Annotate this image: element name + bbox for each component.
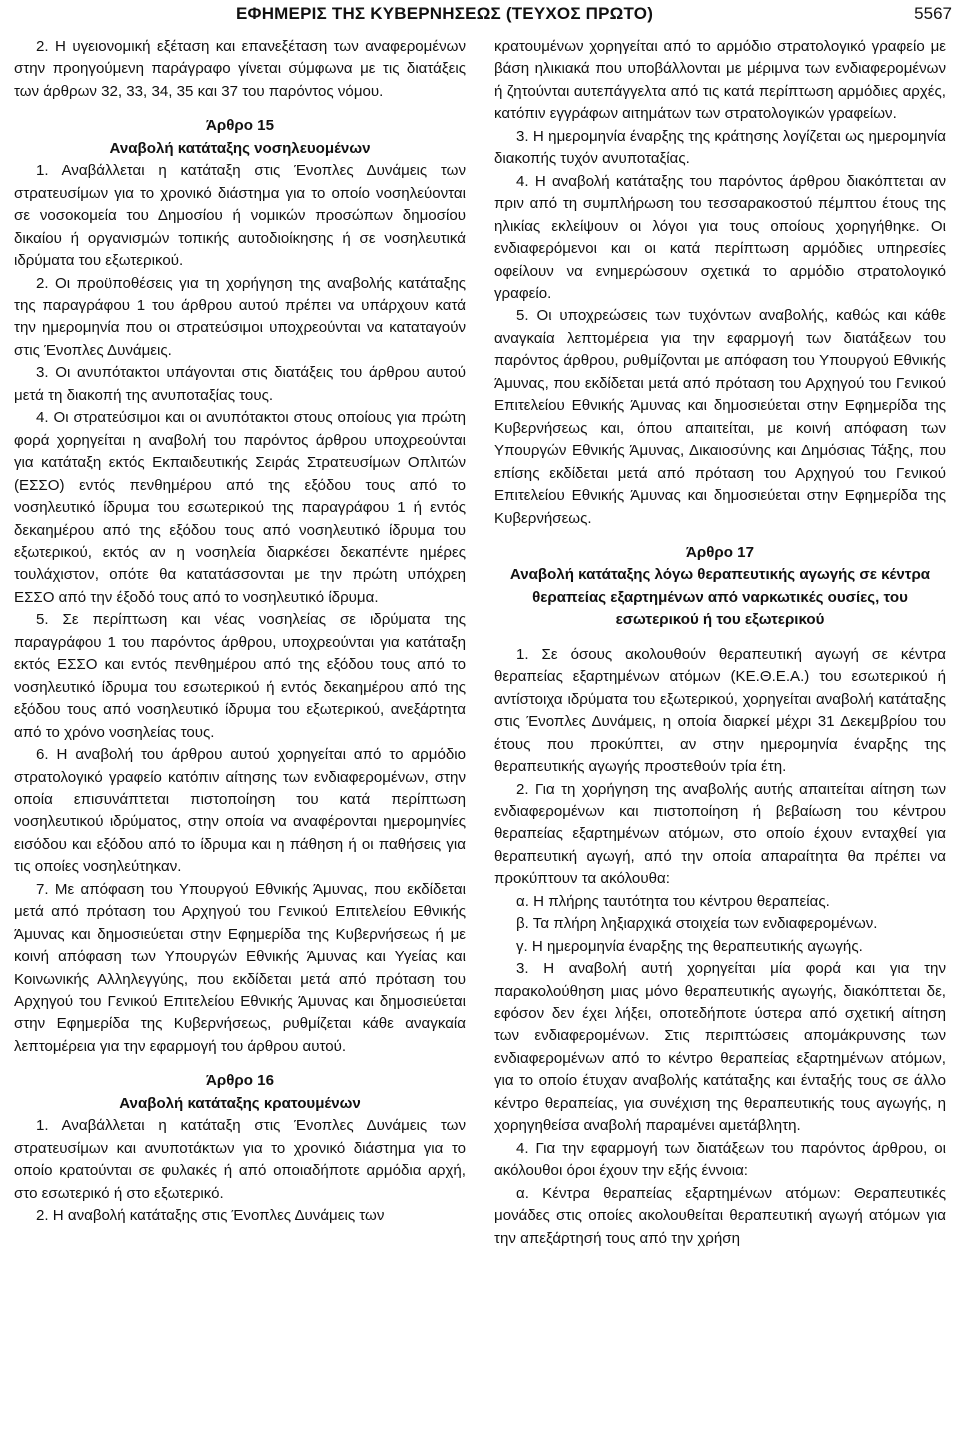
paragraph: 7. Με απόφαση του Υπουργού Εθνικής Άμυνας, που εκδίδεται μετά από πρόταση του Αρχηγού του Γενικού Επιτελείου Εθνικής Άμυνας και δημοσιεύεται στην Εφημερίδα της Κυβερνήσεως ή με κοινή απόφαση των Υπουργών Εθνικής Άμυνας και Υγείας και Κοινωνικής Αλληλεγγύης, που εκδίδεται μετά από πρόταση του Αρχηγού του Γενικού Επιτελείου Εθνικής Άμυνας και δημοσιεύεται στην Εφημερίδα της Κυβερνήσεως, ρυθμίζεται κάθε αναγκαία λεπτομέρεια για την εφαρμογή του άρθρου αυτού. xyxy=(14,880,466,1055)
page-number: 5567 xyxy=(914,4,952,23)
paragraph: 4. Οι στρατεύσιμοι και οι ανυπότακτοι στους οποίους για πρώτη φορά χορηγείται η αναβολή του παρόντος άρθρου υποχρεούνται για κατάταξη εκτός Εκπαιδευτικής Σειράς Στρατευσίμων Οπλιτών (ΕΣΣΟ) εντός πενθημέρου από της εξόδου τους από το νοσηλευτικό ίδρυμα του εσωτερικού της παραγράφου 1 ή εντός δεκαημέρου από της εξόδου τους από νοσηλευτικό ίδρυμα του εξωτερικού, εκτός αν η νοσηλεία διαρκέσει δεκαπέντε ημέρες τουλάχιστον, οπότε θα κατατάσσονται με την πρώτη υπόχρεη ΕΣΣΟ από την έξοδό τους από το νοσηλευτικό ίδρυμα. xyxy=(14,409,466,606)
article-17-title: Αναβολή κατάταξης λόγω θεραπευτικής αγωγής σε κέντρα θεραπείας εξαρτημένων από ναρκωτικές ουσίες, του εσωτερικού ή του εξωτερικού xyxy=(509,566,931,629)
paragraph: 1. Αναβάλλεται η κατάταξη στις Ένοπλες Δυνάμεις των στρατευσίμων για το χρονικό διάστημα για το οποίο νοσηλεύονται σε νοσοκομεία του Δημοσίου ή νομικών προσώπων δημοσίου δικαίου ή οργανισμών τοπικής αυτοδιοίκησης ή σε νοσηλευτικά ιδρύματα του εξωτερικού. xyxy=(14,162,466,270)
left-column xyxy=(14,36,466,1228)
article-16-title: Αναβολή κατάταξης κρατουμένων xyxy=(119,1094,361,1112)
list-item: α. Η πλήρης ταυτότητα του κέντρου θεραπείας. xyxy=(516,892,830,910)
article-17-number: Άρθρο 17 xyxy=(686,543,754,561)
article-16-number: Άρθρο 16 xyxy=(206,1072,274,1090)
paragraph: 1. Αναβάλλεται η κατάταξη στις Ένοπλες Δυνάμεις των στρατευσίμων και ανυποτάκτων για το χρονικό διάστημα για το οποίο κρατούνται σε φυλακές ή από οποιαδήποτε αρμόδια αρχή, στο εσωτερικό ή στο εξωτερικό. xyxy=(14,1117,466,1202)
paragraph: 2. Για τη χορήγηση της αναβολής αυτής απαιτείται αίτηση των ενδιαφερομένων και πιστοποίηση ή βεβαίωση του κέντρου θεραπείας εξαρτημένων ατόμων, στο οποίο έχουν ενταχθεί για θεραπευτική αγωγή, από την οποία απαραίτητα θα πρέπει να προκύπτουν τα ακόλουθα: xyxy=(494,780,946,888)
paragraph: 4. Για την εφαρμογή των διατάξεων του παρόντος άρθρου, οι ακόλουθοι όροι έχουν την εξής έννοια: xyxy=(494,1139,946,1180)
article-15-title: Αναβολή κατάταξης νοσηλευομένων xyxy=(109,139,371,157)
article-15-number: Άρθρο 15 xyxy=(206,117,274,135)
list-item: γ. Η ημερομηνία έναρξης της θεραπευτικής αγωγής. xyxy=(516,937,863,955)
paragraph: 2. Η υγειονομική εξέταση και επανεξέταση των αναφερομένων στην προηγούμενη παράγραφο γίνεται σύμφωνα με τις διατάξεις των άρθρων 32, 33, 34, 35 και 37 του παρόντος νόμου. xyxy=(14,38,466,100)
page-header xyxy=(0,4,960,28)
paragraph: κρατουμένων χορηγείται από το αρμόδιο στρατολογικό γραφείο με βάση ηλικιακά που υποβάλλονται με μέριμνα των ενδιαφερομένων ή ζητούνται αυτεπάγγελτα από τις κατά περίπτωση αρμόδιες αρχές, κατόπιν εγγράφων αιτημάτων των στρατολογικών γραφείων. xyxy=(494,38,946,123)
gazette-title: ΕΦΗΜΕΡΙΣ ΤΗΣ ΚΥΒΕΡΝΗΣΕΩΣ (ΤΕΥΧΟΣ ΠΡΩΤΟ) xyxy=(236,4,654,23)
paragraph: 2. Η αναβολή κατάταξης στις Ένοπλες Δυνάμεις των xyxy=(36,1207,385,1225)
paragraph: 1. Σε όσους ακολουθούν θεραπευτική αγωγή σε κέντρα θεραπείας εξαρτημένων ατόμων (ΚΕ.Θ.Ε.Α.) του εσωτερικού ή αντίστοιχα ιδρύματα του εξωτερικού, χορηγείται αναβολή κατάταξης στις Ένοπλες Δυνάμεις, η οποία διαρκεί μέχρι 31 Δεκεμβρίου του έτους που προκύπτει, αν στην ημερομηνία έναρξης της θεραπευτικής αγωγής προστεθούν τρία έτη. xyxy=(494,645,946,776)
paragraph: 3. Η αναβολή αυτή χορηγείται μία φορά και για την παρακολούθηση μιας μόνο θεραπευτικής αγωγής, διακόπτεται δε, εφόσον δεν έχει λήξει, οποτεδήποτε ύστερα από σχετική αίτηση των ενδιαφερομένων. Στις περιπτώσεις απομάκρυνσης των ενδιαφερομένων από το κέντρο θεραπείας εξαρτημένων ατόμων, για το οποίο έτυχαν αναβολής κατάταξης και ένταξής τους σε άλλο κέντρο θεραπείας, για συνέχιση της θεραπευτικής τους αγωγής, η χορηγηθείσα αναβολή παραμένει αμετάβλητη. xyxy=(494,960,946,1135)
paragraph: 3. Η ημερομηνία έναρξης της κράτησης λογίζεται ως ημερομηνία διακοπής τυχόν ανυποταξίας. xyxy=(494,127,946,168)
paragraph: 3. Οι ανυπότακτοι υπάγονται στις διατάξεις του άρθρου αυτού μετά τη διακοπή της ανυποταξίας τους. xyxy=(14,364,466,404)
paragraph: 2. Οι προϋποθέσεις για τη χορήγηση της αναβολής κατάταξης της παραγράφου 1 του άρθρου αυτού πρέπει να υπάρχουν κατά την ημερομηνία που οι στρατεύσιμοι υποχρεούνται να καταταγούν στις Ένοπλες Δυνάμεις. xyxy=(14,274,466,359)
right-column xyxy=(494,36,946,1250)
paragraph: 6. Η αναβολή του άρθρου αυτού χορηγείται από το αρμόδιο στρατολογικό γραφείο κατόπιν αίτησης των ενδιαφερομένων, στην οποία επισυνάπτεται πιστοποίηση του κατά περίπτωση νοσηλευτικού ιδρύματος, στην οποία να αναφέρονται ημερομηνίες εισόδου και εξόδου από το ίδρυμα και η πάθηση ή οι παθήσεις για τις οποίες νοσηλεύτηκαν. xyxy=(14,746,466,876)
paragraph: 5. Σε περίπτωση και νέας νοσηλείας σε ιδρύματα της παραγράφου 1 του παρόντος άρθρου, υποχρεούνται για κατάταξη εκτός ΕΣΣΟ και εντός πενθημέρου από της εξόδου τους από το νοσηλευτικό ίδρυμα του εσωτερικού ή εντός δεκαημέρου από της εξόδου τους από νοσηλευτικό ίδρυμα του εξωτερικού, ανεξάρτητα από το χρόνο νοσηλείας τους. xyxy=(14,611,466,741)
paragraph: 4. Η αναβολή κατάταξης του παρόντος άρθρου διακόπτεται αν πριν από τη συμπλήρωση του τεσσαρακοστού πέμπτου έτους της ηλικίας εκλείψουν οι λόγοι για τους οποίους χορηγήθηκε. Οι ενδιαφερόμενοι και οι κατά περίπτωση αρμόδιες υπηρεσίες οφείλουν να ενημερώσουν σχετικά το αρμόδιο στρατολογικό γραφείο. xyxy=(494,172,946,302)
list-item: α. Κέντρα θεραπείας εξαρτημένων ατόμων: Θεραπευτικές μονάδες στις οποίες ακολουθείται θεραπευτική αγωγή ατόμων για την απεξάρτησή τους από την χρήση xyxy=(494,1184,946,1247)
list-item: β. Τα πλήρη ληξιαρχικά στοιχεία των ενδιαφερομένων. xyxy=(516,915,878,933)
paragraph: 5. Οι υποχρεώσεις των τυχόντων αναβολής, καθώς και κάθε αναγκαία λεπτομέρεια για την εφαρμογή των διατάξεων του παρόντος άρθρου, ρυθμίζονται με απόφαση του Υπουργού Εθνικής Άμυνας, που εκδίδεται μετά από πρόταση του Αρχηγού του Γενικού Επιτελείου Εθνικής Άμυνας και δημοσιεύεται στην Εφημερίδα της Κυβερνήσεως και, όπου απαιτείται, με κοινή απόφαση των Υπουργών Εθνικής Άμυνας, Δικαιοσύνης και Δημόσιας Τάξης, που επίσης εκδίδεται μετά από πρόταση του Αρχηγού του Γενικού Επιτελείου Εθνικής Άμυνας και δημοσιεύεται στην Εφημερίδα της Κυβερνήσεως. xyxy=(494,307,946,527)
